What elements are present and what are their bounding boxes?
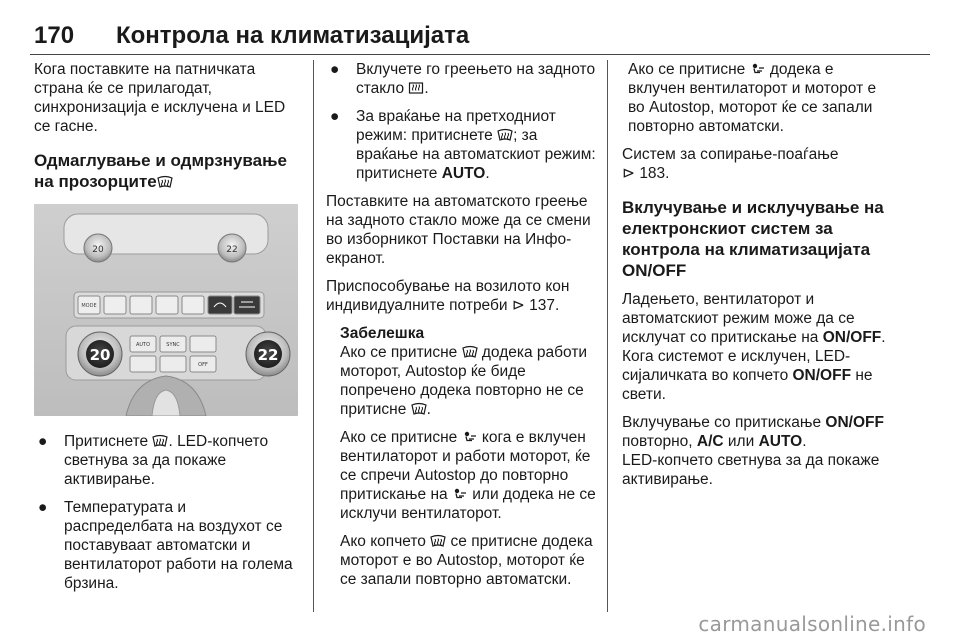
paragraph: Поставките на автоматското греење на задното стакло може да се смени во изборникот Поставки на Инфо-екранот. [326,193,591,267]
windshield-defrost-icon [497,128,513,142]
intro-paragraph: Кога поставките на патничката страна ќе се прилагодат, синхронизација е исклучена и LED се гасне. [34,61,286,135]
page-header [30,14,930,55]
paragraph: LED-копчето светнува за да покаже активирање. [622,452,880,488]
windshield-defrost-icon [462,345,478,359]
rear-window-heat-icon [408,81,424,95]
paragraph: Систем за сопирање-поаѓање ⊳ 183. [622,146,839,182]
fan-airflow-icon [462,430,478,444]
windshield-defrost-icon [411,402,427,416]
page-title: Контрола на климатизацијата [116,22,470,49]
cross-reference-icon: ⊳ [511,297,525,314]
column-2 [326,60,596,598]
list-item: ● Притиснете . LED-копчето светнува за да покаже активирање. [38,433,269,488]
top-right-temp: 22 [226,245,238,255]
note-block [326,324,596,589]
column-divider [607,60,608,612]
page-number: 170 [34,22,75,49]
paragraph: Ако се притисне додека е вклучен вентилаторот и моторот е во Autostop, моторот ќе се запали повторно автоматски. [628,61,877,135]
auto-button-label: AUTO [135,342,151,348]
note-paragraph: Ако копчето се притисне додека моторот е во Autostop, моторот ќе се запали повторно автоматски. [340,533,593,588]
watermark: carmanualsonline.info [698,612,926,636]
fan-airflow-icon [452,487,468,501]
note-title: Забелешка [340,325,425,342]
windshield-defrost-icon [430,534,446,548]
paragraph: Ладењето, вентилаторот и автоматскиот режим може да се исклучат со притискање на ON/OFF. Кога системот е исклучен, LED-сијаличката во копчето ON/OFF не свети. [622,291,886,403]
list-item: ● Температурата и распределбата на воздухот се поставуваат автоматски и вентилаторот работи на голема брзина. [38,499,293,592]
fan-airflow-icon [750,62,766,76]
column-1 [34,60,298,602]
column-divider [313,60,314,612]
mode-button-label: MODE [81,303,97,309]
column-3 [622,60,892,498]
left-dial-temp: 20 [89,346,111,364]
windshield-defrost-icon [157,175,173,189]
note-paragraph: Ако се притисне кога е вклучен вентилаторот и работи моторот, ќе се спречи Autostop до повторно притискање на или додека не се исклучи вентилаторот. [340,429,596,522]
section-heading-defog: Одмаглување и одмрзнување на прозорците [34,151,287,191]
off-button-label: OFF [198,362,208,368]
list-item: ● За враќање на претходниот режим: притиснете ; за враќање на автоматскиот режим: притиснете AUTO. [330,108,596,182]
list-item: ● Вклучете го греењето на задното стакло . [330,61,596,97]
sync-button-label: SYNC [166,342,180,348]
paragraph: Приспособување на возилото кон индивидуалните потреби ⊳ 137. [326,278,570,314]
right-dial-temp: 22 [257,346,279,364]
windshield-defrost-icon [152,434,168,448]
top-left-temp: 20 [92,245,104,255]
section-heading-onoff: Вклучување и исклучување на електронскиот систем за контрола на климатизацијата ON/OFF [622,198,884,280]
climate-panel-illustration [34,204,298,416]
paragraph: Вклучување со притискање ON/OFF повторно, A/C или AUTO. [622,414,884,450]
climate-control-panel-figure [34,204,298,416]
cross-reference-icon: ⊳ [622,165,635,182]
note-paragraph: Ако се притисне додека работи моторот, Autostop ќе биде попречено додека повторно не се притисне . [340,344,588,418]
